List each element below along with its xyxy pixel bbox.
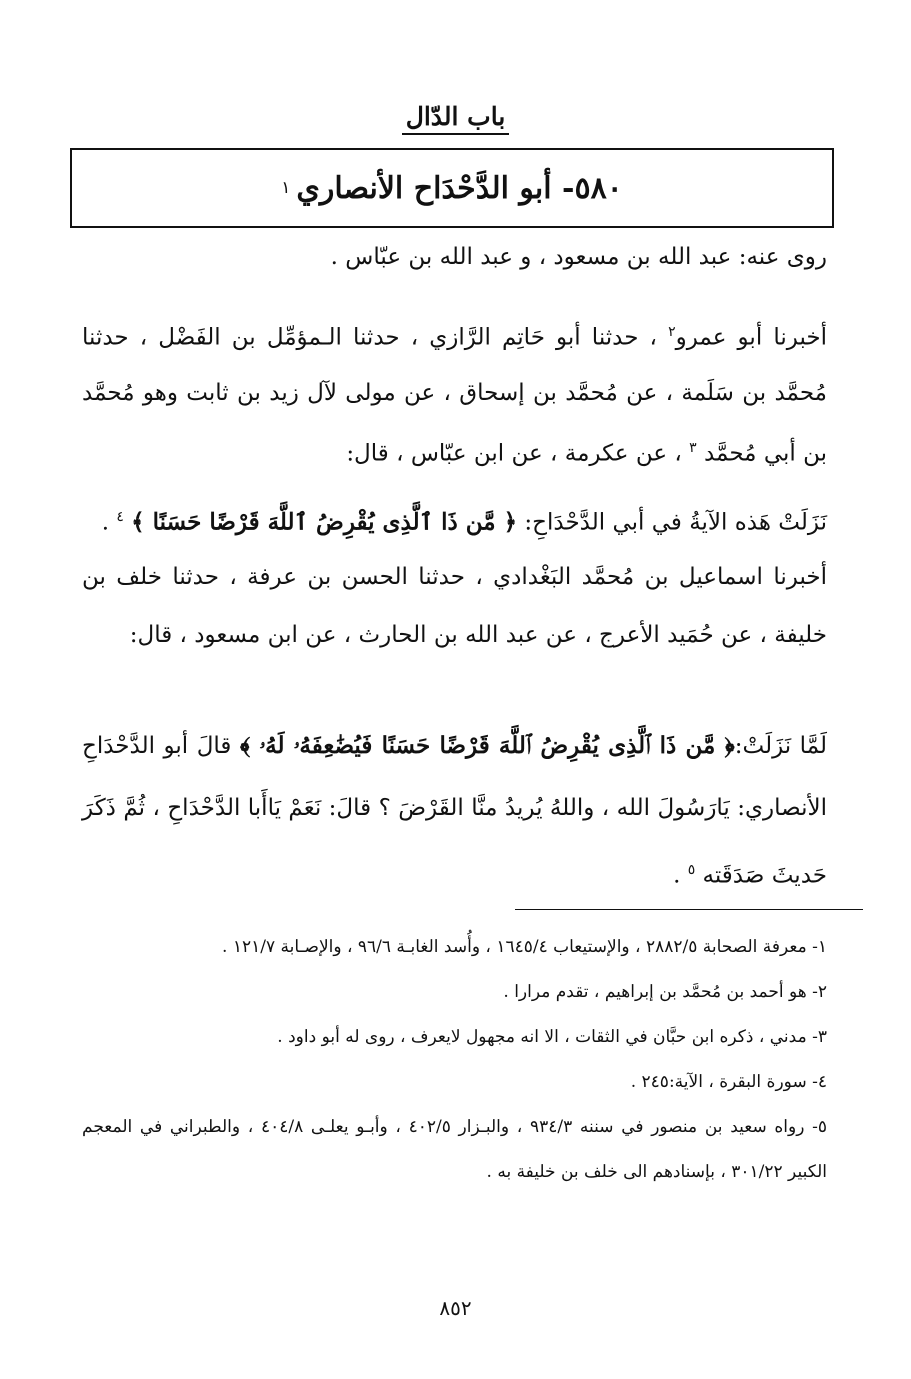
footnotes bbox=[82, 925, 827, 1195]
footnote-ref: ٤ bbox=[116, 509, 124, 525]
page-number: ٨٥٢ bbox=[439, 1296, 472, 1320]
footnote-ref: ٢ bbox=[668, 324, 676, 340]
hadith-text-1: نَزَلَتْ هَذه الآيةُ في أبي الدَّحْدَاحِ: ﴿ مَّن ذَا ٱلَّذِى يُقْرِضُ ٱللَّهَ قَرْضًا حَسَنًا ﴾ $^٤$ . bbox=[101, 508, 827, 536]
footnote: ٣- مدني ، ذكره ابن حبَّان في الثقات ، الا انه مجهول لايعرف ، روى له أبو داود . bbox=[277, 1027, 827, 1047]
quran-verse: ﴿ مَّن ذَا ٱلَّذِى يُقْرِضُ ٱللَّهَ قَرْضًا حَسَنًا فَيُضَٰعِفَهُۥ لَهُۥ ﴾ bbox=[239, 732, 735, 759]
entry-title: ٥٨٠- أبو الدَّحْدَاح الأنصاري bbox=[296, 170, 623, 206]
footnote-ref: ٣ bbox=[689, 439, 697, 456]
footnote: ٥- رواه سعيد بن منصور في سننه ٩٣٤/٣ ، والبـزار ٤٠٢/٥ ، وأبـو يعلـى ٤٠٤/٨ ، والطبراني في المعجم الكبير ٣٠١/٢٢ ، بإسنادهم الى خلف بن خليفة به . bbox=[82, 1117, 828, 1182]
isnad-paragraph-2: أخبرنا اسماعيل بن مُحمَّد البَغْدادي ، حدثنا الحسن بن عرفة ، حدثنا خلف بن خليفة ، عن حُمَيد الأعرج ، عن عبد الله بن الحارث ، عن ابن مسعود ، قال: bbox=[82, 564, 827, 648]
footnote-ref: ١ bbox=[281, 178, 291, 198]
footnote: ٤- سورة البقرة ، الآية:٢٤٥ . bbox=[630, 1072, 827, 1092]
chapter-heading: باب الدّال bbox=[0, 102, 911, 135]
footnote-divider bbox=[515, 909, 863, 910]
footnote-ref: ٥ bbox=[687, 862, 696, 878]
hadith-text-2: لَمَّا نَزَلَتْ:﴿ مَّن ذَا ٱلَّذِى يُقْرِضُ ٱللَّهَ قَرْضًا حَسَنًا فَيُضَٰعِفَهُۥ لَهُۥ ﴾ قالَ أبو الدَّحْدَاحِ الأنصاري: يَارَسُولَ الله ، واللهُ يُريدُ منَّا القَرْضَ ؟ قالَ: نَعَمْ يَاأَبا الدَّحْدَاحِ ، ثُمَّ ذَكَرَ حَديثَ صَدَقَته $^٥$ . bbox=[82, 732, 827, 889]
entry-title-box bbox=[70, 148, 834, 228]
narrators-line: روى عنه: عبد الله بن مسعود ، و عبد الله بن عبّاس . bbox=[330, 244, 827, 270]
footnote: ١- معرفة الصحابة ٢٨٨٢/٥ ، والإستيعاب ١٦٤٥/٤ ، وأُسد الغابـة ٩٦/٦ ، والإصـابة ١٢١/٧ . bbox=[222, 937, 827, 957]
isnad-paragraph-1: أخبرنا أبو عمرو$^٢$ ، حدثنا أبو حَاتِم الرَّازي ، حدثنا الـمؤمِّل بن الفَضْل ، حدثنا مُحمَّد بن سَلَمة ، عن مُحمَّد بن إسحاق ، عن مولى لآل زيد بن ثابت وهو مُحمَّد بن أبي مُحمَّد $^٣$ ، عن عكرمة ، عن ابن عبّاس ، قال: bbox=[82, 324, 827, 467]
footnote: ٢- هو أحمد بن مُحمَّد بن إبراهيم ، تقدم مرارا . bbox=[503, 982, 827, 1002]
quran-verse: ﴿ مَّن ذَا ٱلَّذِى يُقْرِضُ ٱللَّهَ قَرْضًا حَسَنًا ﴾ bbox=[131, 508, 518, 536]
